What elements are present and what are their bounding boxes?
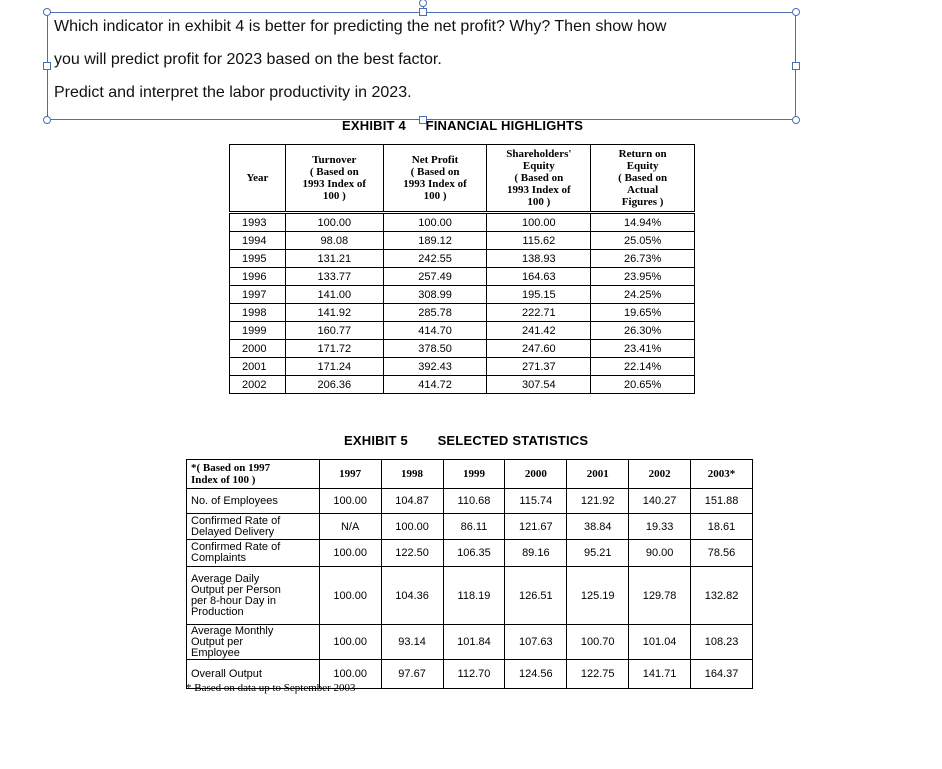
row-label: No. of Employees xyxy=(187,489,320,514)
table-row xyxy=(187,489,753,514)
exhibit-4-title: FINANCIAL HIGHLIGHTS xyxy=(425,118,584,133)
cell-turnover: 98.08 xyxy=(285,232,383,250)
question-line-1: Which indicator in exhibit 4 is better for predicting the net profit? Why? Then show how xyxy=(54,18,667,35)
cell-value: 141.71 xyxy=(629,660,691,689)
cell-value: 140.27 xyxy=(629,489,691,514)
cell-roe: 22.14% xyxy=(591,358,695,376)
cell-roe: 20.65% xyxy=(591,376,695,394)
table-row xyxy=(230,286,695,304)
cell-net-profit: 257.49 xyxy=(383,268,487,286)
header-return-on-equity: Return on Equity ( Based on Actual Figures ) xyxy=(591,145,695,213)
table-row xyxy=(187,625,753,660)
header-shareholders-equity: Shareholders' Equity ( Based on 1993 Index of 100 ) xyxy=(487,145,591,213)
row-label: Confirmed Rate of Complaints xyxy=(187,540,320,567)
cell-value: 100.00 xyxy=(381,514,443,540)
cell-value: 124.56 xyxy=(505,660,567,689)
table-header-row xyxy=(187,460,753,489)
cell-value: 89.16 xyxy=(505,540,567,567)
table-row xyxy=(230,250,695,268)
table-header-row xyxy=(230,145,695,213)
row-label: Average Monthly Output per Employee xyxy=(187,625,320,660)
cell-value: 112.70 xyxy=(443,660,505,689)
header-net-profit: Net Profit ( Based on 1993 Index of 100 ) xyxy=(383,145,487,213)
cell-net-profit: 414.72 xyxy=(383,376,487,394)
cell-value: 129.78 xyxy=(629,567,691,625)
header-year: 2002 xyxy=(629,460,691,489)
cell-value: 118.19 xyxy=(443,567,505,625)
financial-highlights-table xyxy=(229,144,695,394)
cell-year: 1998 xyxy=(230,304,286,322)
cell-year: 1995 xyxy=(230,250,286,268)
cell-equity: 247.60 xyxy=(487,340,591,358)
cell-equity: 164.63 xyxy=(487,268,591,286)
resize-handle-top-left[interactable] xyxy=(43,8,51,16)
row-label: Overall Output xyxy=(187,660,320,689)
resize-handle-top-middle[interactable] xyxy=(419,8,427,16)
cell-value: 100.70 xyxy=(567,625,629,660)
exhibit-5-heading xyxy=(344,433,588,448)
cell-value: 107.63 xyxy=(505,625,567,660)
exhibit-5-title: SELECTED STATISTICS xyxy=(437,433,589,448)
question-line-3: Predict and interpret the labor productivity in 2023. xyxy=(54,84,412,101)
cell-value: 18.61 xyxy=(691,514,753,540)
cell-value: 100.00 xyxy=(319,625,381,660)
cell-turnover: 100.00 xyxy=(285,213,383,232)
cell-turnover: 160.77 xyxy=(285,322,383,340)
table-row xyxy=(230,213,695,232)
cell-value: 122.50 xyxy=(381,540,443,567)
cell-roe: 23.41% xyxy=(591,340,695,358)
rotation-handle[interactable] xyxy=(419,0,427,7)
table-row xyxy=(230,232,695,250)
selected-statistics-table xyxy=(186,459,753,689)
cell-roe: 24.25% xyxy=(591,286,695,304)
cell-turnover: 133.77 xyxy=(285,268,383,286)
resize-handle-top-right[interactable] xyxy=(792,8,800,16)
footnote: * Based on data up to September 2003 xyxy=(186,682,356,694)
cell-turnover: 171.72 xyxy=(285,340,383,358)
table-row xyxy=(230,376,695,394)
cell-value: 122.75 xyxy=(567,660,629,689)
cell-net-profit: 100.00 xyxy=(383,213,487,232)
cell-year: 2001 xyxy=(230,358,286,376)
table-row xyxy=(230,358,695,376)
cell-equity: 307.54 xyxy=(487,376,591,394)
cell-year: 1999 xyxy=(230,322,286,340)
cell-roe: 26.30% xyxy=(591,322,695,340)
header-year: 2000 xyxy=(505,460,567,489)
table-row xyxy=(187,514,753,540)
header-turnover: Turnover ( Based on 1993 Index of 100 ) xyxy=(285,145,383,213)
cell-value: 106.35 xyxy=(443,540,505,567)
cell-value: 115.74 xyxy=(505,489,567,514)
cell-year: 2000 xyxy=(230,340,286,358)
cell-equity: 115.62 xyxy=(487,232,591,250)
cell-turnover: 141.92 xyxy=(285,304,383,322)
cell-value: 100.00 xyxy=(319,567,381,625)
row-label: Confirmed Rate of Delayed Delivery xyxy=(187,514,320,540)
cell-equity: 241.42 xyxy=(487,322,591,340)
table-row xyxy=(187,540,753,567)
header-year: 1997 xyxy=(319,460,381,489)
cell-value: N/A xyxy=(319,514,381,540)
resize-handle-bottom-right[interactable] xyxy=(792,116,800,124)
row-label: Average Daily Output per Person per 8-hour Day in Production xyxy=(187,567,320,625)
exhibit-4-heading xyxy=(342,118,583,133)
cell-net-profit: 392.43 xyxy=(383,358,487,376)
header-year: 1999 xyxy=(443,460,505,489)
header-index-note: *( Based on 1997 Index of 100 ) xyxy=(187,460,320,489)
table-row xyxy=(230,268,695,286)
cell-value: 100.00 xyxy=(319,489,381,514)
cell-value: 86.11 xyxy=(443,514,505,540)
resize-handle-right-middle[interactable] xyxy=(792,62,800,70)
resize-handle-left-middle[interactable] xyxy=(43,62,51,70)
cell-net-profit: 242.55 xyxy=(383,250,487,268)
cell-value: 100.00 xyxy=(319,540,381,567)
cell-value: 110.68 xyxy=(443,489,505,514)
cell-roe: 14.94% xyxy=(591,213,695,232)
cell-roe: 19.65% xyxy=(591,304,695,322)
cell-value: 125.19 xyxy=(567,567,629,625)
resize-handle-bottom-left[interactable] xyxy=(43,116,51,124)
cell-equity: 100.00 xyxy=(487,213,591,232)
cell-year: 1993 xyxy=(230,213,286,232)
table-row xyxy=(230,304,695,322)
header-year: 1998 xyxy=(381,460,443,489)
exhibit-5-label: EXHIBIT 5 xyxy=(344,433,408,448)
cell-equity: 222.71 xyxy=(487,304,591,322)
cell-net-profit: 308.99 xyxy=(383,286,487,304)
table-row xyxy=(230,340,695,358)
cell-value: 104.36 xyxy=(381,567,443,625)
header-year: 2001 xyxy=(567,460,629,489)
cell-roe: 26.73% xyxy=(591,250,695,268)
cell-equity: 195.15 xyxy=(487,286,591,304)
question-text-box[interactable] xyxy=(47,12,796,120)
cell-value: 126.51 xyxy=(505,567,567,625)
cell-value: 121.67 xyxy=(505,514,567,540)
cell-net-profit: 414.70 xyxy=(383,322,487,340)
cell-value: 78.56 xyxy=(691,540,753,567)
cell-turnover: 206.36 xyxy=(285,376,383,394)
cell-value: 108.23 xyxy=(691,625,753,660)
cell-value: 93.14 xyxy=(381,625,443,660)
cell-value: 104.87 xyxy=(381,489,443,514)
question-line-2: you will predict profit for 2023 based on the best factor. xyxy=(54,51,442,68)
cell-value: 95.21 xyxy=(567,540,629,567)
cell-year: 1997 xyxy=(230,286,286,304)
cell-value: 101.04 xyxy=(629,625,691,660)
cell-value: 19.33 xyxy=(629,514,691,540)
cell-value: 151.88 xyxy=(691,489,753,514)
cell-value: 121.92 xyxy=(567,489,629,514)
table-row xyxy=(230,322,695,340)
cell-year: 1996 xyxy=(230,268,286,286)
cell-value: 38.84 xyxy=(567,514,629,540)
cell-roe: 25.05% xyxy=(591,232,695,250)
cell-value: 90.00 xyxy=(629,540,691,567)
cell-value: 100.00 xyxy=(319,660,381,689)
cell-turnover: 131.21 xyxy=(285,250,383,268)
cell-value: 101.84 xyxy=(443,625,505,660)
cell-value: 164.37 xyxy=(691,660,753,689)
cell-equity: 138.93 xyxy=(487,250,591,268)
cell-equity: 271.37 xyxy=(487,358,591,376)
header-year: Year xyxy=(230,145,286,213)
cell-turnover: 141.00 xyxy=(285,286,383,304)
cell-net-profit: 378.50 xyxy=(383,340,487,358)
cell-turnover: 171.24 xyxy=(285,358,383,376)
cell-roe: 23.95% xyxy=(591,268,695,286)
cell-year: 1994 xyxy=(230,232,286,250)
cell-value: 97.67 xyxy=(381,660,443,689)
exhibit-4-label: EXHIBIT 4 xyxy=(342,118,406,133)
cell-net-profit: 189.12 xyxy=(383,232,487,250)
cell-year: 2002 xyxy=(230,376,286,394)
table-row xyxy=(187,567,753,625)
cell-net-profit: 285.78 xyxy=(383,304,487,322)
cell-value: 132.82 xyxy=(691,567,753,625)
header-year: 2003* xyxy=(691,460,753,489)
